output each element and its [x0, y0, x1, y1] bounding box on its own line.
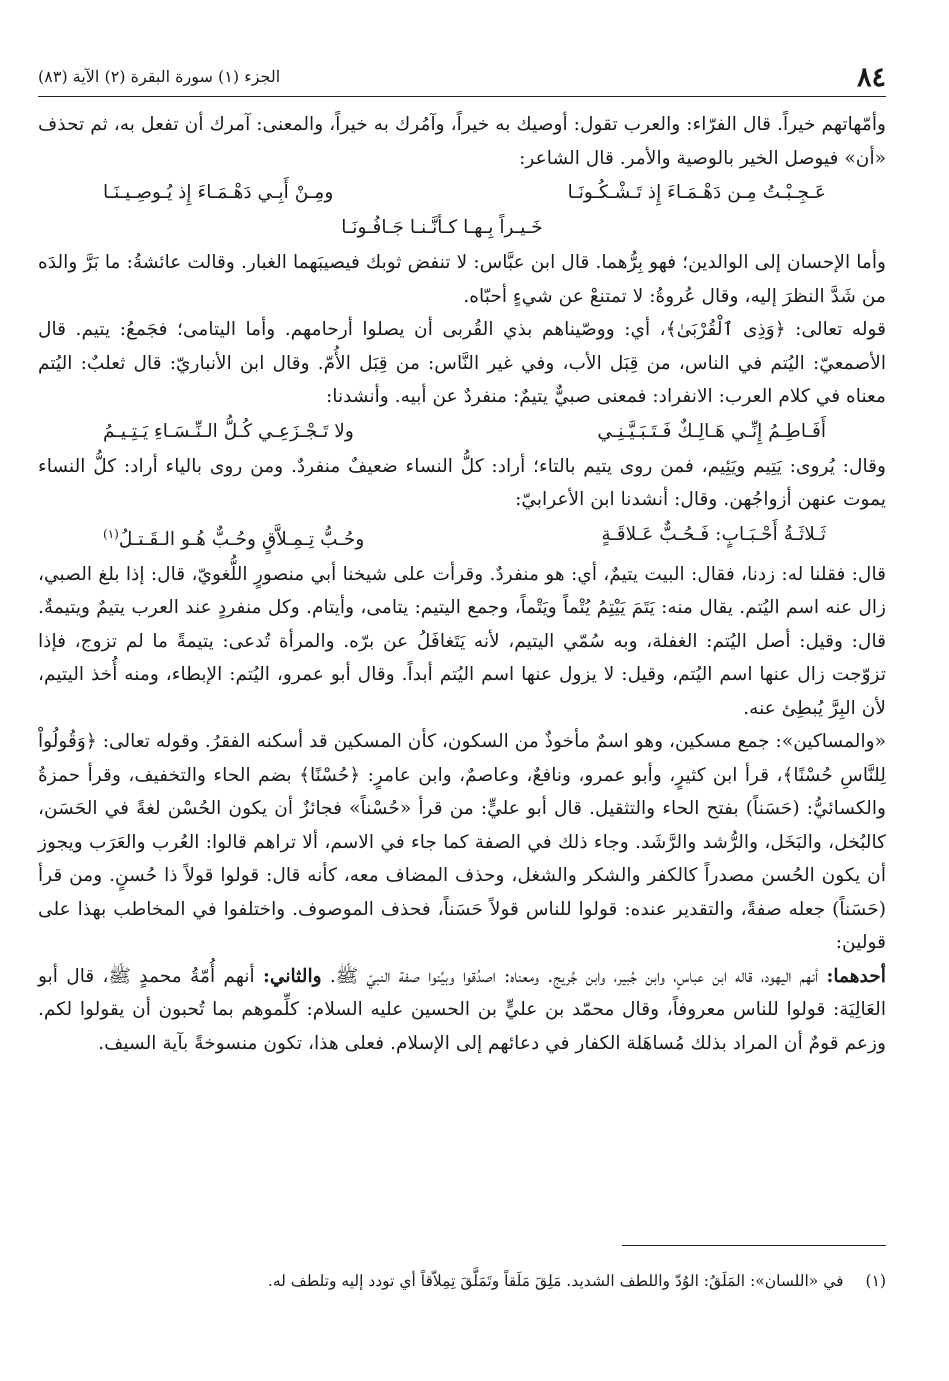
- first-opinion-label: أحدهما:: [826, 965, 886, 987]
- paragraph-7: [38, 960, 886, 1061]
- paragraph-1: وأمّهاتهم خيراً. قال الفرّاء: والعرب تقول: أوصيك به خيراً، وآمُرك به خيراً، والمعنى: آمرك أن تفعل به، ثم تحذف «أن» فيوصل الخير بالوصية والأمر. قال الشاعر:: [38, 114, 886, 169]
- footnote-text: في «اللسان»: المَلَقُ: الوُدّ واللطف الشديد. مَلِقَ مَلَقاً وتَمَلَّقَ تِمِلاّقاً أي تودد إليه وتلطف له.: [267, 1272, 844, 1290]
- page-number: ٨٤: [856, 62, 886, 93]
- verse-2: [38, 414, 886, 449]
- verse-2-hemistich-2: ولا تَـجْـزَعِـي كُـلُّ الـنِّـسَـاءِ يَـتِـيـمُ: [103, 420, 354, 442]
- main-text: [38, 108, 886, 1060]
- paragraph-2: وأما الإحسان إلى الوالدين؛ فهو بِرُّهما. قال ابن عبَّاس: لا تنفض ثوبك فيصيبَهما الغبار. وقالت عائشةُ: ما بَرَّ والدَه من شَدَّ النظرَ إليه، وقال عُروةُ: لا تمتنعْ عن شيءٍ أحبّاه.: [38, 252, 886, 307]
- page-header: [38, 52, 886, 97]
- footnote-reference: (١): [103, 526, 119, 541]
- verse-3-hemistich-2: وحُـبُّ تِـمِـلاَّقٍ وحُـبٌّ هُـو الـقَـتـلُ: [118, 528, 365, 550]
- paragraph-3-intro: قوله تعالى:: [795, 319, 886, 340]
- quran-quote-husna-short: ﴿حُسْنًا﴾: [299, 764, 361, 786]
- running-head: الجزء (١) سورة البقرة (٢) الآية (٨٣): [38, 67, 281, 86]
- paragraph-3-body: ، أي: ووصّيناهم بذي القُربى أن يصلوا أرحامهم. وأما اليتامى؛ فجَمعُ: يتيم. قال الأصمعيّ: اليُتم في الناس، من قِبَل الأب، وفي غير النَّاس: من قِبَل الأُمّ. وقال ابن الأنباريّ: قال ثعلبٌ: اليُتم معناه في كلام العرب: الانفراد: فمعنى صبيٌّ يتيمٌ: منفردٌ عن أبيه. وأنشدنا:: [38, 319, 886, 407]
- second-opinion-label: والثاني:: [262, 965, 322, 987]
- paragraph-6-intro: «والمساكين»: جمع مسكين، وهو اسمٌ مأخوذٌ من السكون، كأن المسكين قد أسكنه الفقرُ. وقوله تعالى:: [102, 731, 886, 753]
- paragraph-3: [38, 313, 886, 414]
- footnote-number: (١): [865, 1272, 886, 1290]
- verse-3-hemistich-1: ثَـلاثَـةُ أَحْـبَـابٍ: فَـحُـبٌّ عَـلاقَـةٍ: [601, 523, 826, 545]
- footnote-separator: [622, 1245, 886, 1246]
- quran-quote-dhil-qurba: ﴿وَذِى ٱلْقُرْبَىٰ﴾: [665, 319, 786, 340]
- verse-1-hemistich-1: عَـجِـبْـتُ مِـن دَهْـمَـاءَ إِذ تَـشْـكُـونَـا: [567, 182, 826, 203]
- paragraph-6-body: بضم الحاء والتخفيف، وقرأ حمزةُ والكسائيُّ: (حَسَناً) بفتح الحاء والتثقيل. قال أبو عليٍّ: من قرأ «حُسْناً» فجائزٌ أن يكون الحُسْن لغةً في الحَسَن، كالبُخل، والبَخَل، والرُّشد والرَّشَد. وجاء ذلك في الصفة كما جاء في الاسم، ألا تراهم قالوا: العُرب والعَرَب ويجوز أن يكون الحُسن مصدراً كالكفر والشكر والشغل، وحذف المضاف معه، كأنه قال: قولوا قولاً ذا حُسنٍ. ومن قرأ (حَسَناً) جعله صفةً، والتقدير عنده: قولوا للناس قولاً حَسَناً، فحذف الموصوف. واختلفوا في المخاطب بهذا على قولين:: [38, 764, 886, 954]
- verse-3: [38, 517, 886, 557]
- verse-1-hemistich-3: خَـيـراً بِـهـا كـأنَّـنـا جَـافُـونَـا: [341, 217, 543, 238]
- paragraph-6-readers: ، قرأ ابن كثيرٍ، وأبو عمرو، ونافعٌ، وعاصمٌ، وابن عامرٍ:: [367, 764, 783, 786]
- paragraph-6: [38, 725, 886, 960]
- verse-1: [38, 175, 886, 245]
- verse-1-hemistich-2: ومِـنْ أَبِـي دَهْـمَـاءَ إِذ يُـوصِـيـنَـا: [103, 182, 334, 203]
- quran-quote-husna: ﴿وَقُولُواْ لِلنَّاسِ حُسْنًا﴾: [38, 731, 886, 786]
- paragraph-5: قال: فقلنا له: زدنا، فقال: البيت يتيمٌ، أي: هو منفردٌ. وقرأت على شيخنا أبي منصورٍ اللُّغويّ، قال: إذا بلغ الصبي، زال عنه اسم اليُتم. يقال منه: يَتَمَ يَيْتِمُ يُتْماً ويَتْماً، وجمع اليتيم: يتامى، وأيتام. وكل منفردٍ عند العرب يتيمٌ ويتيمةٌ. قال: وقيل: أصل اليُتم: الغفلة، وبه سُمّي اليتيم، لأنه يَتَغافَلُ عن برّه. والمرأة تُدعى: يتيمةً ما لم تزوج، فإذا تزوّجت زال عنها اسم اليُتم، وقيل: لا يزول عنها اسم اليُتم أبداً. وقال أبو عمرو، اليُتم: الإبطاء، ومنه أُخذ اليتيم، لأن البِرَّ يُبطِئ عنه.: [38, 563, 886, 719]
- first-opinion-text: أنهم اليهود، قاله ابن عباسٍ، وابن جُبير، وابن جُريج. ومعناه: اصدُقوا وبيِّنوا صفة النبيّ ﷺ.: [329, 965, 819, 987]
- verse-2-hemistich-1: أَفَـاطِـمُ إِنِّـي هَـالِـكٌ فَـتَـبَـيَّـنِـي: [597, 420, 826, 442]
- footnote: [38, 1268, 886, 1294]
- paragraph-4: وقال: يُروى: يَتِيم ويَئِيم، فمن روى يتيم بالتاء؛ أراد: كلُّ النساء ضعيفٌ منفردٌ. ومن روى بالياء أراد: كلُّ النساء يموت عنهن أزواجُهن. وقال: أنشدنا ابن الأعرابيّ:: [38, 455, 886, 510]
- second-opinion-text: أنهم أُمّةُ محمدٍ ﷺ، قال أبو العَالِيَة: قولوا للناس معروفاً، وقال محمّد بن عليٍّ بن الحسين عليه السلام: كلِّموهم بما تُحبون أن يقولوا لكم. وزعم قومٌ أن المراد بذلك مُساهَلة الكفار في دعائهم إلى الإسلام. فعلى هذا، تكون منسوخةً بآية السيف.: [38, 965, 886, 1054]
